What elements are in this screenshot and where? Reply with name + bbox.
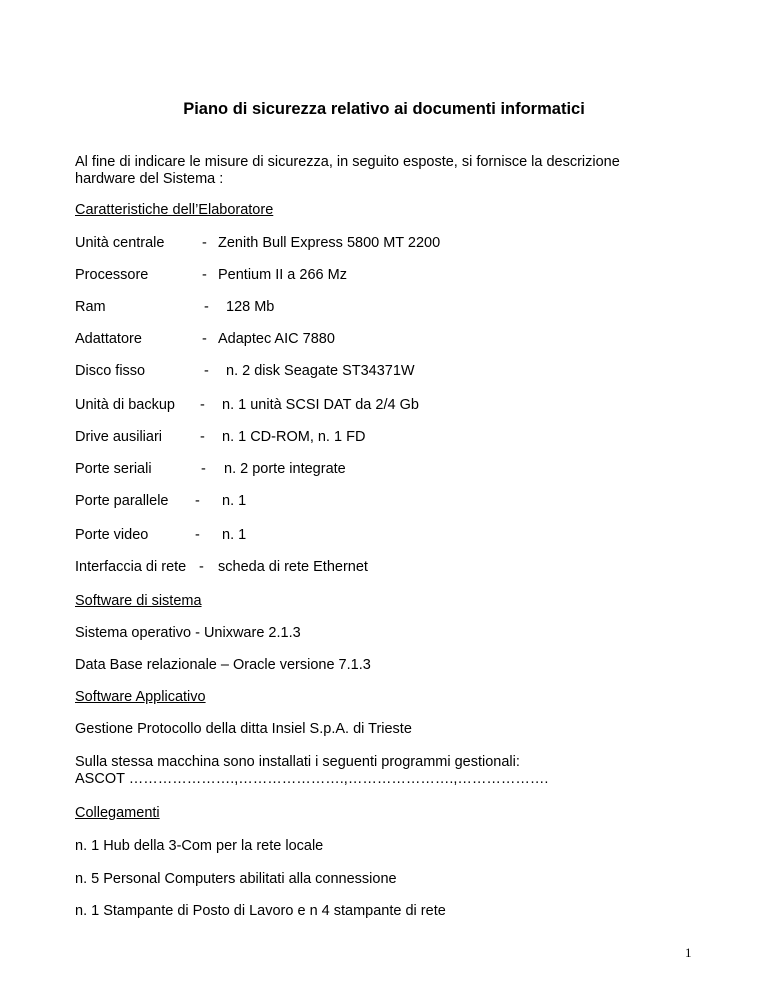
connection-item: n. 5 Personal Computers abilitati alla connessione (75, 871, 397, 887)
spec-value: n. 1 unità SCSI DAT da 2/4 Gb (222, 397, 419, 413)
programs-line-1: Sulla stessa macchina sono installati i seguenti programmi gestionali: (75, 754, 520, 770)
spec-dash: - (204, 363, 209, 379)
spec-label: Porte video (75, 527, 149, 543)
spec-dash: - (202, 267, 207, 283)
spec-label: Unità di backup (75, 397, 175, 413)
spec-value: n. 1 (222, 527, 247, 543)
spec-value: n. 2 porte integrate (224, 461, 346, 477)
connection-item: n. 1 Stampante di Posto di Lavoro e n 4 stampante di rete (75, 903, 446, 919)
spec-value: Zenith Bull Express 5800 MT 2200 (218, 235, 441, 251)
document-title: Piano di sicurezza relativo ai documenti informatici (183, 100, 585, 118)
database-line: Data Base relazionale – Oracle versione 7.1.3 (75, 657, 371, 673)
spec-dash: - (195, 527, 200, 543)
page-number: 1 (685, 945, 692, 960)
spec-label: Ram (75, 299, 106, 315)
spec-label: Processore (75, 267, 149, 283)
spec-label: Drive ausiliari (75, 429, 163, 445)
spec-value: n. 2 disk Seagate ST34371W (226, 363, 415, 379)
section-heading-connections: Collegamenti (75, 805, 160, 821)
spec-dash: - (200, 429, 205, 445)
spec-value: n. 1 (222, 493, 247, 509)
intro-text-line-2: hardware del Sistema : (75, 171, 224, 187)
spec-dash: - (202, 331, 207, 347)
spec-value: scheda di rete Ethernet (218, 559, 368, 575)
spec-dash: - (200, 397, 205, 413)
spec-value: 128 Mb (226, 299, 275, 315)
spec-dash: - (199, 559, 204, 575)
spec-label: Porte seriali (75, 461, 152, 477)
application-line: Gestione Protocollo della ditta Insiel S.p.A. di Trieste (75, 721, 412, 737)
section-heading-hardware: Caratteristiche dell’Elaboratore (75, 202, 274, 218)
programs-line-2: ASCOT ………………….,………………….,………………….,………………. (75, 771, 549, 787)
spec-dash: - (201, 461, 206, 477)
spec-label: Adattatore (75, 331, 142, 347)
os-line: Sistema operativo - Unixware 2.1.3 (75, 625, 301, 641)
spec-label: Unità centrale (75, 235, 165, 251)
intro-text-line-1: Al fine di indicare le misure di sicurezza, in seguito esposte, si fornisce la descrizione (75, 154, 620, 170)
section-heading-applications: Software Applicativo (75, 689, 206, 705)
connection-item: n. 1 Hub della 3-Com per la rete locale (75, 838, 324, 854)
spec-dash: - (204, 299, 209, 315)
spec-label: Disco fisso (75, 363, 146, 379)
spec-value: Adaptec AIC 7880 (218, 331, 335, 347)
spec-value: n. 1 CD-ROM, n. 1 FD (222, 429, 366, 445)
spec-label: Interfaccia di rete (75, 559, 187, 575)
spec-value: Pentium II a 266 Mz (218, 267, 347, 283)
spec-dash: - (195, 493, 200, 509)
spec-dash: - (202, 235, 207, 251)
spec-label: Porte parallele (75, 493, 169, 509)
section-heading-software: Software di sistema (75, 593, 202, 609)
